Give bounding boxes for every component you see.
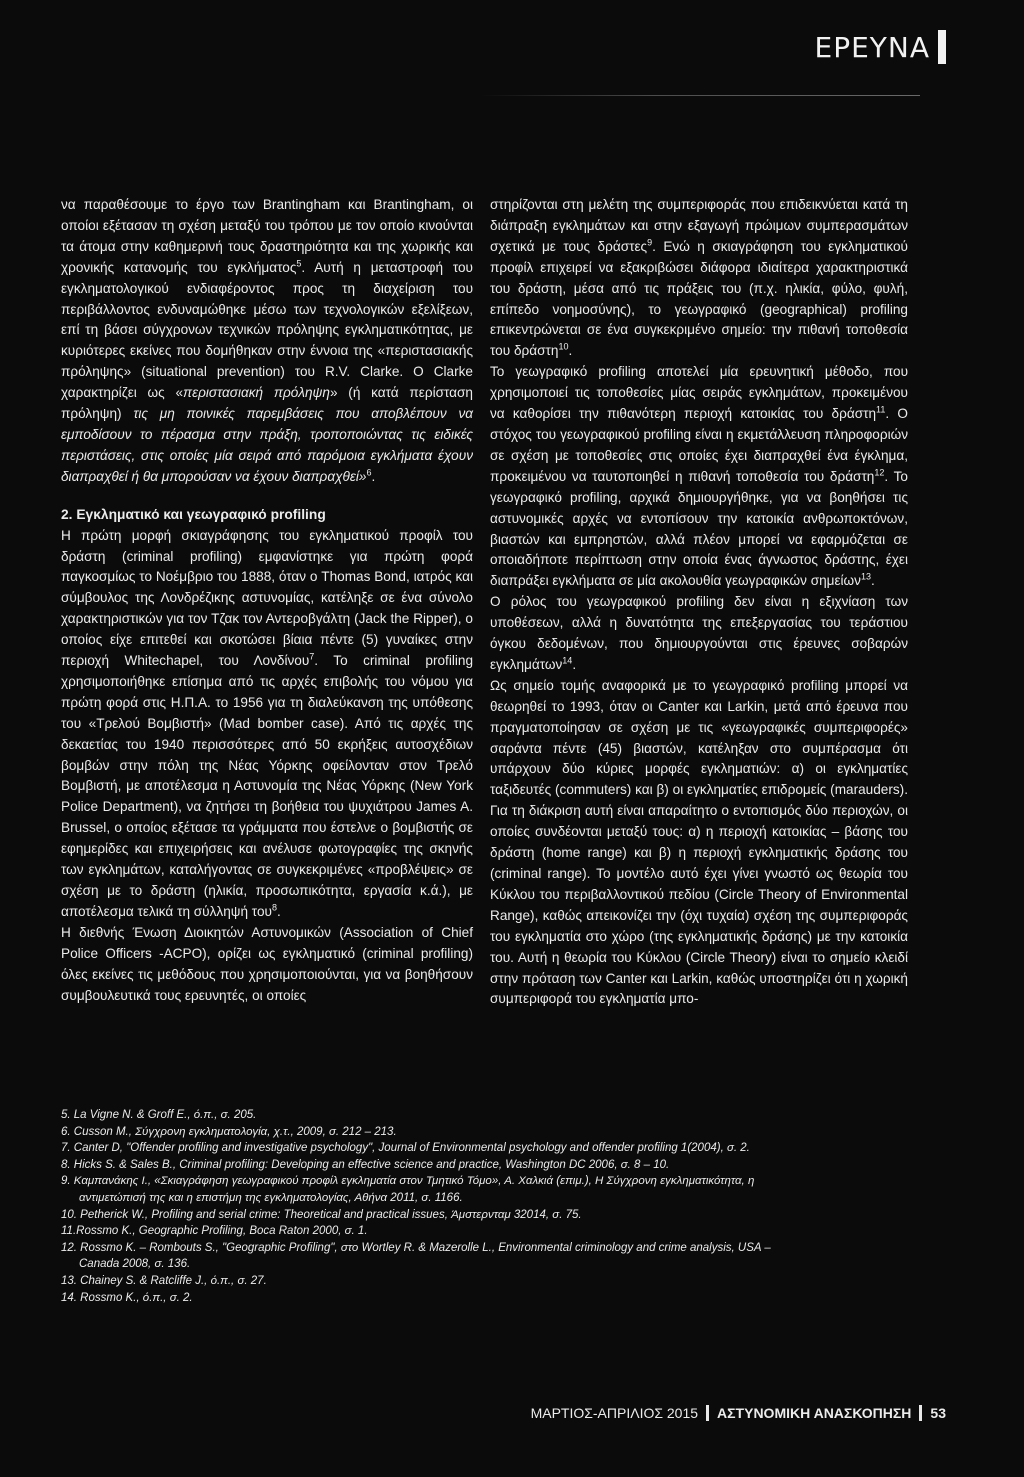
- footnote-ref: 9: [647, 237, 653, 248]
- footnote-ref: 12: [874, 467, 885, 478]
- footer-separator: [919, 1405, 922, 1421]
- text: στηρίζονται στη μελέτη της συμπεριφοράς που επιδεικνύεται κατά τη διάπραξη εγκλημάτων και στην εξαγωγή πρώιμων συμπερασμάτων σχετικά με τους δράστες: [490, 197, 908, 254]
- text: . Το γεωγραφικό profiling, αρχικά δημιουργήθηκε, για να βοηθήσει τις αστυνομικές αρχές να εντοπίσουν την κατοικία ανθρωποκτόνων, βιαστών και εμπρηστών, αλλά πλέον μπορεί να εφαρμόζεται σε οποιαδήποτε περίπτωση στην οποία ένας άγνωστος δράστης, έχει διαπράξει εγκλήματα σε μία ακολουθία γεωγραφικών σημείων: [490, 468, 908, 589]
- text: .: [870, 573, 875, 589]
- footnote: 13. Chainey S. & Ratcliffe J., ό.π., σ. 27.: [61, 1274, 267, 1287]
- page-number: 53: [930, 1405, 946, 1421]
- paragraph: [61, 195, 473, 488]
- footer-separator: [706, 1405, 709, 1421]
- footnote: 6. Cusson M., Σύγχρονη εγκληματολογία, χ.τ., 2009, σ. 212 – 213.: [61, 1125, 397, 1138]
- magazine-title: ΑΣΤΥΝΟΜΙΚΗ ΑΝΑΣΚΟΠΗΣΗ: [717, 1405, 912, 1421]
- text: .: [568, 343, 573, 359]
- footnote-continuation: Canada 2008, σ. 136.: [79, 1258, 191, 1271]
- text: . Το criminal profiling χρησιμοποιήθηκε επίσημα από τις αρχές επιβολής του νόμου για πρώτη φορά στις Η.Π.Α. το 1956 για τη διαλεύκανση της υπόθεσης του «Τρελού Βομβιστή» (Mad bomber case). Από τις αρχές της δεκαετίας του 1940 περισσότερες από 50 εκρήξεις αυτοσχέδιων βομβών στην πόλη της Νέας Υόρκης οφείλονταν στον Τρελό Βομβιστή, με αποτέλεσμα η Αστυνομία της Νέας Υόρκης (New York Police Department), να ζητήσει τη βοήθεια του ψυχιάτρου James A. Brussel, ο οποίος εξέτασε τα γράμματα που έστελνε ο βομβιστής σε εφημερίδες και επιχειρήσεις και ανέλυσε φωτογραφίες της σκηνής των εγκλημάτων, καταλήγοντας σε συγκεκριμένες «προβλέψεις» σε σχέση με το δράστη (ηλικία, προσωπικότητα, εργασία κ.ά.), με αποτέλεσμα τελικά τη σύλληψή του: [61, 653, 473, 919]
- text: Το γεωγραφικό profiling αποτελεί μία ερευνητική μέθοδο, που χρησιμοποιεί τις τοποθεσίες μίας σειράς εγκλημάτων, προκειμένου να καθορίσει την πιθανότερη περιοχή κατοικίας του δράστη: [490, 364, 908, 422]
- footnote: 11.Rossmo K., Geographic Profiling, Boca Raton 2000, σ. 1.: [61, 1225, 368, 1238]
- page-header: [815, 30, 946, 64]
- section-bar: [938, 30, 946, 64]
- text: . Ο στόχος του γεωγραφικού profiling είναι η εκμετάλλευση πληροφοριών σε σχέση με τοποθεσίες στις οποίες έχει διαπραχθεί ένα έγκλημα, προκειμένου να ταυτοποιηθεί η πιθανή τοποθεσία του δράστη: [490, 406, 908, 484]
- section-title: ΕΡΕΥΝΑ: [814, 30, 930, 64]
- paragraph: [490, 362, 908, 592]
- page-footer: [531, 1405, 946, 1421]
- issue-date: ΜΑΡΤΙΟΣ-ΑΠΡΙΛΙΟΣ 2015: [530, 1405, 699, 1421]
- footnote-ref: 10: [558, 341, 569, 352]
- footnote: 9. Καμπανάκης Ι., «Σκιαγράφηση γεωγραφικού προφίλ εγκληματία στον Τμητικό Τόμο», Α. Χαλκιά (επιμ.), Η Σύγχρονη εγκληματικότητα, η: [61, 1175, 755, 1188]
- text: » (ή κατά περίσταση πρόληψη): [61, 385, 473, 422]
- footnote-ref: 6: [366, 467, 372, 478]
- italic-text: περιστασιακή πρόληψη: [183, 385, 330, 401]
- footnote: 10. Petherick W., Profiling and serial crime: Theoretical and practical issues, Άμστερνταμ 32014, σ. 75.: [61, 1208, 582, 1221]
- footnote-ref: 11: [876, 404, 886, 415]
- footnote: 14. Rossmo K., ό.π., σ. 2.: [61, 1291, 193, 1304]
- text: .: [276, 903, 281, 919]
- text: Ο ρόλος του γεωγραφικού profiling δεν είναι η εξιχνίαση των υποθέσεων, αλλά η δυνατότητα της επεξεργασίας του τεράστιου όγκου δεδομένων, που δημιουργούνται στις έρευνες σοβαρών εγκλημάτων: [490, 594, 908, 672]
- paragraph: Η διεθνής Ένωση Διοικητών Αστυνομικών (Association of Chief Police Officers -ACPO), ορίζει ως εγκληματικό (criminal profiling) όλες εκείνες τις μεθόδους που χρησιμοποιούνται, για να βοηθήσουν συμβουλευτικά τους ερευνητές, οι οποίες: [61, 924, 473, 1003]
- footnote-continuation: αντιμετώπισή της και η επιστήμη της εγκληματολογίας, Αθήνα 2011, σ. 1166.: [79, 1191, 463, 1204]
- text: .: [371, 468, 376, 484]
- text: . Αυτή η μεταστροφή του εγκληματολογικού ενδιαφέροντος προς τη διαχείριση του περιβάλλοντος ενδυναμώθηκε μέσω των τεχνολογικών εξελίξεων, επί τη βάσει σύγχρονων τεχνικών πρόληψης εγκληματικότητας, με κυριότερες εκείνες που δομήθηκαν στην έννοια της «περιστασιακής πρόληψης» (situational prevention) του R.V. Clarke. O Clarke χαρακτηρίζει ως «: [61, 259, 473, 401]
- paragraph: [490, 592, 908, 676]
- italic-quote: τις μη ποινικές παρεμβάσεις που αποβλέπουν να εμποδίσουν το πέρασμα στην πράξη, τροποποιώντας τις ειδικές περιστάσεις, στις οποίες μία σειρά από παρόμοια εγκλήματα έχουν διαπραχθεί ή θα μπορούσαν να έχουν διαπραχθεί: [61, 406, 473, 484]
- right-column: [490, 195, 908, 1010]
- text: »: [358, 468, 367, 484]
- footnote-ref: 5: [296, 258, 302, 269]
- text: . Ενώ η σκιαγράφηση του εγκληματικού προφίλ επιχειρεί να εξακριβώσει διάφορα ιδιαίτερα χαρακτηριστικά του δράστη, μέσα από τις πράξεις του (π.χ. ηλικία, φύλο, φυλή, επίπεδο νοημοσύνης), το γεωγραφικό (geographical) profiling επικεντρώνεται σε ένα συγκεκριμένο σημείο: την πιθανή τοποθεσία του δράστη: [490, 238, 908, 359]
- section-heading: 2. Εγκληματικό και γεωγραφικό profiling: [61, 506, 326, 522]
- footnote: 8. Hicks S. & Sales B., Criminal profiling: Developing an effective science and practice, Washington DC 2006, σ. 8 – 10.: [61, 1158, 670, 1171]
- footnote: 5. La Vigne N. & Groff E., ό.π., σ. 205.: [61, 1109, 257, 1121]
- header-rule: [480, 95, 920, 96]
- paragraph: Ως σημείο τομής αναφορικά με το γεωγραφικό profiling μπορεί να θεωρηθεί το 1993, όταν οι Canter και Larkin, μετά από έρευνα που πραγματοποίησαν σε σχέση με τις «γεωγραφικές συμπεριφορές» σαράντα πέντε (45) βιαστών, κατέληξαν στο συμπέρασμα ότι υπάρχουν δύο κύριες μορφές εγκληματιών: α) οι εγκληματίες ταξιδευτές (commuters) και β) οι εγκληματίες επιδρομείς (marauders). Για τη διάκριση αυτή είναι απαραίτητο ο εντοπισμός δύο περιοχών, οι οποίες συνδέονται μεταξύ τους: α) η περιοχή κατοικίας – βάσης του δράστη (home range) και β) η περιοχή εγκληματικής δράσης του (criminal range). Το μοντέλο αυτό έχει γίνει γνωστό ως θεωρία του Κύκλου του περιβαλλοντικού πεδίου (Circle Theory of Environmental Range), καθώς απεικονίζει την (όχι τυχαία) σχέση της συμπεριφοράς του εγκληματία στο χώρο (της εγκληματικής δράσης) με την κατοικία του. Αυτή η θεωρία του Κύκλου (Circle Theory) είναι το σημείο κλειδί στην πρόταση των Canter και Larkin, καθώς υποστηρίζει ότι η χωρική συμπεριφορά του εγκληματία μπο-: [490, 677, 908, 1007]
- paragraph: [61, 526, 473, 923]
- text: Η πρώτη μορφή σκιαγράφησης του εγκληματικού προφίλ του δράστη (criminal profiling) εμφανίστηκε για πρώτη φορά παγκοσμίως το Νοέμβριο του 1888, όταν ο Thomas Bond, ιατρός και σύμβουλος της Λονδρέζικης αστυνομίας, κατέληξε σε ένα σύνολο χαρακτηριστικών για τον Τζακ τον Αντεροβγάλτη (Jack the Ripper), ο οποίος είχε επιτεθεί και σκοτώσει βίαια πέντε (5) γυναίκες στην περιοχή Whitechapel, του Λονδίνου: [61, 527, 473, 669]
- footnote: 7. Canter D, "Offender profiling and investigative psychology", Journal of Environmental psychology and offender profiling 1(2004), σ. 2.: [61, 1142, 750, 1155]
- footnotes: [61, 1107, 921, 1306]
- text: να παραθέσουμε το έργο των Brantingham και Brantingham, οι οποίοι εξέτασαν τη σχέση μεταξύ του τρόπου με τον οποίο κινούνται τα άτομα στην καθημερινή τους δραστηριότητα και της χωρικής και χρονικής κατανομής του εγκλήματος: [61, 197, 473, 275]
- footnote: 12. Rossmo K. – Rombouts S., "Geographic Profiling", στο Wortley R. & Mazerolle L., Environmental criminology and crime analysis, USA –: [61, 1241, 771, 1254]
- footnote-ref: 7: [309, 651, 315, 662]
- footnote-ref: 8: [271, 902, 277, 913]
- paragraph: [490, 195, 908, 362]
- left-column: [61, 195, 473, 1006]
- text: .: [572, 656, 577, 672]
- footnote-ref: 14: [562, 655, 573, 666]
- footnote-ref: 13: [860, 571, 871, 582]
